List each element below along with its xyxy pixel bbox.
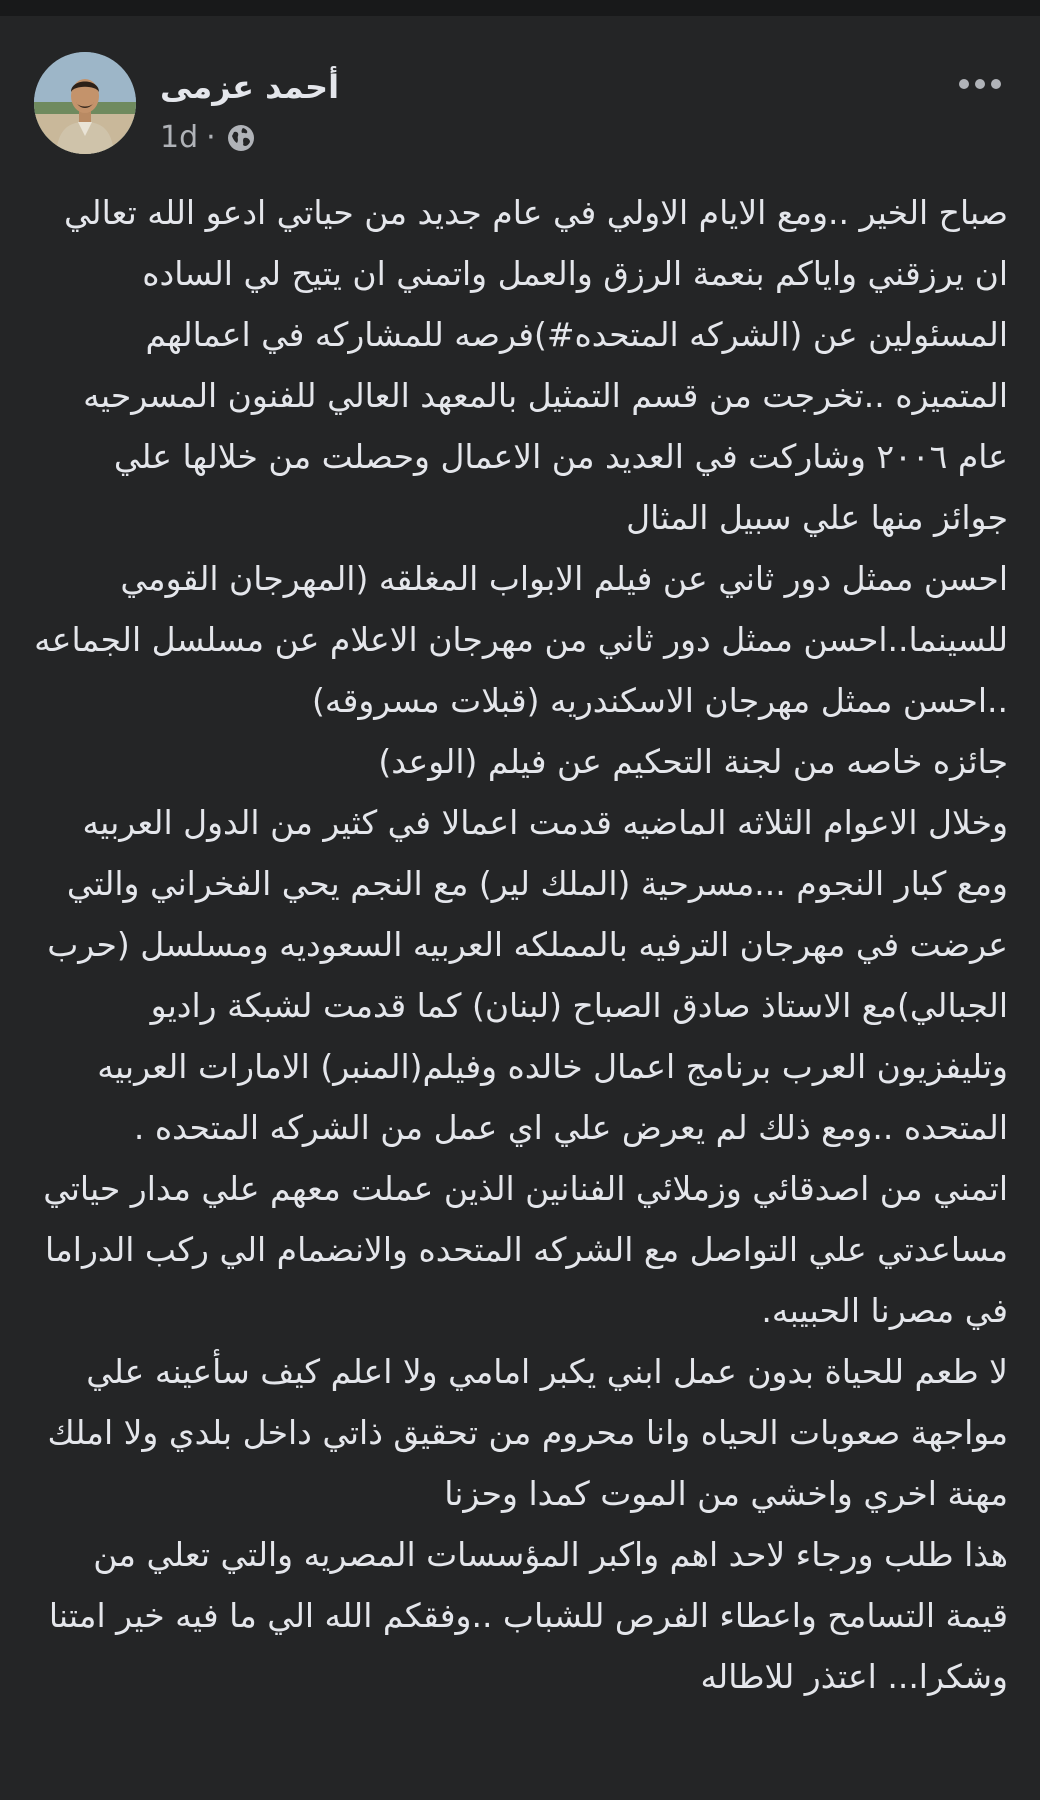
author-name[interactable]: أحمد عزمى — [160, 68, 340, 106]
meta-separator: · — [206, 120, 216, 155]
post-time[interactable]: 1d — [160, 120, 199, 155]
post-paragraph: صباح الخير ..ومع الايام الاولي في عام جديد من حياتي ادعو الله تعالي ان يرزقني واياكم بنعمة الرزق والعمل واتمني ان يتيح لي الساده المسئولين عن (الشركه المتحده#)فرصه للمشاركه في اعمالهم المتميزه ..تخرجت من قسم التمثيل بالمعهد العالي للفنون المسرحيه عام ٢٠٠٦ وشاركت في العديد من الاعمال وحصلت من خلالها علي جوائز منها علي سبيل المثال — [64, 193, 1008, 537]
more-icon-dot — [959, 79, 969, 89]
more-options-button[interactable] — [950, 64, 1010, 104]
post-paragraph: لا طعم للحياة بدون عمل ابني يكبر امامي ولا اعلم كيف سأعينه علي مواجهة صعوبات الحياه وانا محروم من تحقيق ذاتي داخل بلدي ولا املك مهنة اخري واخشي من الموت كمدا وحزنا — [47, 1352, 1008, 1513]
avatar-photo — [34, 52, 136, 154]
post-paragraph: وخلال الاعوام الثلاثه الماضيه قدمت اعمالا في كثير من الدول العربيه ومع كبار النجوم ...مسرحية (الملك لير) مع النجم يحي الفخراني والتي عرضت في مهرجان الترفيه بالمملكه العربيه السعوديه ومسلسل (حرب الجبالي)مع الاستاذ صادق الصباح (لبنان) كما قدمت لشبكة راديو وتليفزيون العرب برنامج اعمال خالده وفيلم(المنبر) الامارات العربيه المتحده ..ومع ذلك لم يعرض علي اي عمل من الشركه المتحده . — [47, 803, 1008, 1147]
avatar[interactable] — [34, 52, 136, 154]
post-text — [30, 182, 1008, 1707]
more-icon-dot — [975, 79, 985, 89]
post-paragraph: هذا طلب ورجاء لاحد اهم واكبر المؤسسات المصريه والتي تعلي من قيمة التسامح واعطاء الفرص للشباب ..وفقكم الله الي ما فيه خير امتنا وشكرا... اعتذر للاطاله — [48, 1535, 1008, 1696]
post-header — [0, 16, 1040, 166]
facebook-post — [0, 16, 1040, 1800]
post-paragraph: احسن ممثل دور ثاني عن فيلم الابواب المغلقه (المهرجان القومي للسينما..احسن ممثل دور ثاني من مهرجان الاعلام عن مسلسل الجماعه ..احسن ممثل مهرجان الاسكندريه (قبلات مسروقه) — [34, 559, 1008, 720]
post-paragraph: اتمني من اصدقائي وزملائي الفنانين الذين عملت معهم علي مدار حياتي مساعدتي علي التواصل مع الشركه المتحده والانضمام الي ركب الدراما في مصرنا الحبيبه. — [43, 1169, 1008, 1330]
more-icon-dot — [991, 79, 1001, 89]
top-divider — [0, 0, 1040, 16]
post-paragraph: جائزه خاصه من لجنة التحكيم عن فيلم (الوعد) — [378, 742, 1008, 781]
post-meta — [160, 120, 256, 155]
globe-icon[interactable] — [226, 123, 256, 153]
